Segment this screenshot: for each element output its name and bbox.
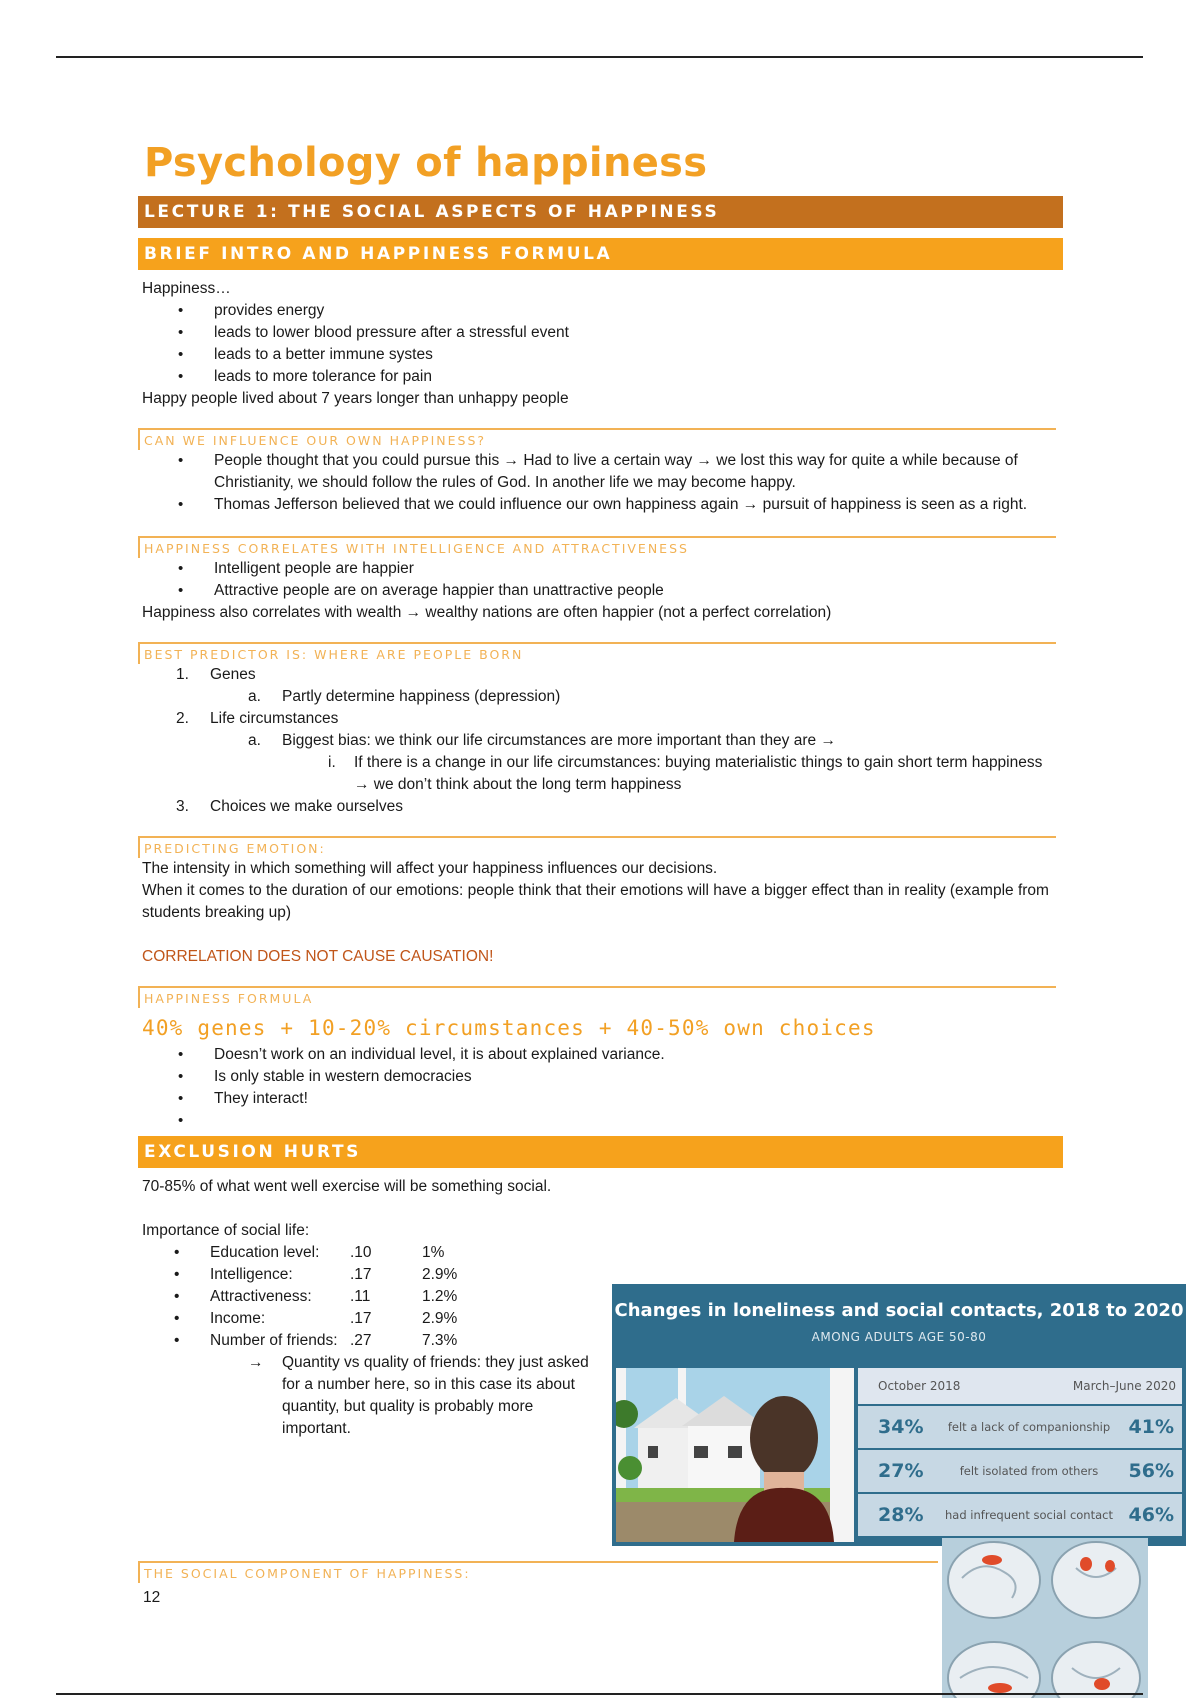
list-item: 1. Genes [176, 666, 256, 683]
intro-heading: BRIEF INTRO AND HAPPINESS FORMULA [138, 238, 1063, 270]
correlates-heading: HAPPINESS CORRELATES WITH INTELLIGENCE AND ATTRACTIVENESS [138, 536, 1056, 558]
intro-section [138, 278, 1063, 410]
column-header-2020: March–June 2020 [1072, 1379, 1176, 1393]
document-body [138, 140, 1063, 1440]
emotion-heading: PREDICTING EMOTION: [138, 836, 1056, 858]
list-item [142, 1110, 1063, 1132]
list-item: • People thought that you could pursue this → Had to live a certain way → we lost this way for quite a while because of Christianity, we should follow the rules of God. In another life we may become happy. [142, 450, 1063, 494]
list-item: • leads to more tolerance for pain [142, 366, 1063, 388]
list-item: • Attractive people are on average happier than unattractive people [142, 580, 1063, 602]
importance-row: • Attractiveness: .11 1.2% [138, 1286, 598, 1308]
page-number: 12 [143, 1589, 161, 1606]
emotion-paragraph-1: The intensity in which something will affect your happiness influences our decisions. [142, 860, 718, 877]
footer-rule [56, 1693, 1143, 1695]
brain-scan-image [942, 1538, 1148, 1698]
list-item: a. Partly determine happiness (depression) [248, 688, 561, 705]
list-item: 3. Choices we make ourselves [176, 798, 403, 815]
influence-heading: CAN WE INFLUENCE OUR OWN HAPPINESS? [138, 428, 1056, 450]
list-item: • provides energy [142, 300, 1063, 322]
house-illustration [616, 1368, 854, 1542]
table-row: 28% had infrequent social contact 46% [858, 1494, 1182, 1536]
infographic-title: Changes in loneliness and social contacts, 2018 to 2020 [614, 1300, 1184, 1321]
correlates-bullets [142, 558, 1063, 602]
formula-bullets [142, 1044, 1063, 1132]
table-header [858, 1368, 1182, 1404]
list-item: • They interact! [142, 1088, 1063, 1110]
correlation-warning: CORRELATION DOES NOT CAUSE CAUSATION! [142, 948, 494, 965]
social-component-heading: THE SOCIAL COMPONENT OF HAPPINESS: [138, 1561, 938, 1583]
list-item: • Thomas Jefferson believed that we could influence our own happiness again → pursuit of happiness is seen as a right. [142, 494, 1063, 516]
happiness-formula: 40% genes + 10-20% circumstances + 40-50% own choices [142, 1016, 876, 1040]
column-header-2018: October 2018 [878, 1379, 961, 1393]
importance-row: • Income: .17 2.9% [138, 1308, 598, 1330]
lecture-heading: LECTURE 1: THE SOCIAL ASPECTS OF HAPPINESS [138, 196, 1063, 228]
exclusion-heading: EXCLUSION HURTS [138, 1136, 1063, 1168]
list-item: • Doesn’t work on an individual level, it is about explained variance. [142, 1044, 1063, 1066]
quantity-quality-note: → Quantity vs quality of friends: they just asked for a number here, so in this case its about quantity, but quality is probably more important. [248, 1354, 589, 1437]
header-rule [56, 56, 1143, 58]
emotion-paragraph-2: When it comes to the duration of our emotions: people think that their emotions will have a bigger effect than in reality (example from students breaking up) [142, 882, 1049, 921]
exclusion-section [138, 1176, 598, 1440]
correlates-closing: Happiness also correlates with wealth → wealthy nations are often happier (not a perfect correlation) [142, 604, 832, 621]
table-row: 27% felt isolated from others 56% [858, 1450, 1182, 1492]
list-item: • leads to lower blood pressure after a stressful event [142, 322, 1063, 344]
intro-closing: Happy people lived about 7 years longer than unhappy people [142, 390, 569, 407]
formula-heading: HAPPINESS FORMULA [138, 986, 1056, 1008]
intro-lead: Happiness… [142, 280, 231, 297]
exclusion-paragraph: 70-85% of what went well exercise will be something social. [142, 1178, 552, 1195]
list-item: a. Biggest bias: we think our life circumstances are more important than they are → [248, 732, 836, 749]
importance-row: • Education level: .10 1% [138, 1242, 598, 1264]
influence-bullets [142, 450, 1063, 516]
importance-row: • Intelligence: .17 2.9% [138, 1264, 598, 1286]
predictor-heading: BEST PREDICTOR IS: WHERE ARE PEOPLE BORN [138, 642, 1056, 664]
list-item: • Is only stable in western democracies [142, 1066, 1063, 1088]
table-row: 34% felt a lack of companionship 41% [858, 1406, 1182, 1448]
intro-bullets [142, 300, 1063, 388]
infographic-subtitle: AMONG ADULTS AGE 50-80 [811, 1330, 987, 1344]
importance-row: • Number of friends: .27 7.3% [138, 1330, 598, 1352]
list-item: 2. Life circumstances [176, 710, 339, 727]
loneliness-infographic [612, 1284, 1186, 1546]
list-item: i. If there is a change in our life circumstances: buying materialistic things to gain short term happiness → we don’t think about the long term happiness [328, 754, 1043, 793]
loneliness-table [858, 1368, 1182, 1542]
list-item: • leads to a better immune systes [142, 344, 1063, 366]
list-item: • Intelligent people are happier [142, 558, 1063, 580]
importance-lead: Importance of social life: [142, 1222, 310, 1239]
predictor-list [138, 664, 1063, 818]
page-title: Psychology of happiness [144, 140, 708, 186]
